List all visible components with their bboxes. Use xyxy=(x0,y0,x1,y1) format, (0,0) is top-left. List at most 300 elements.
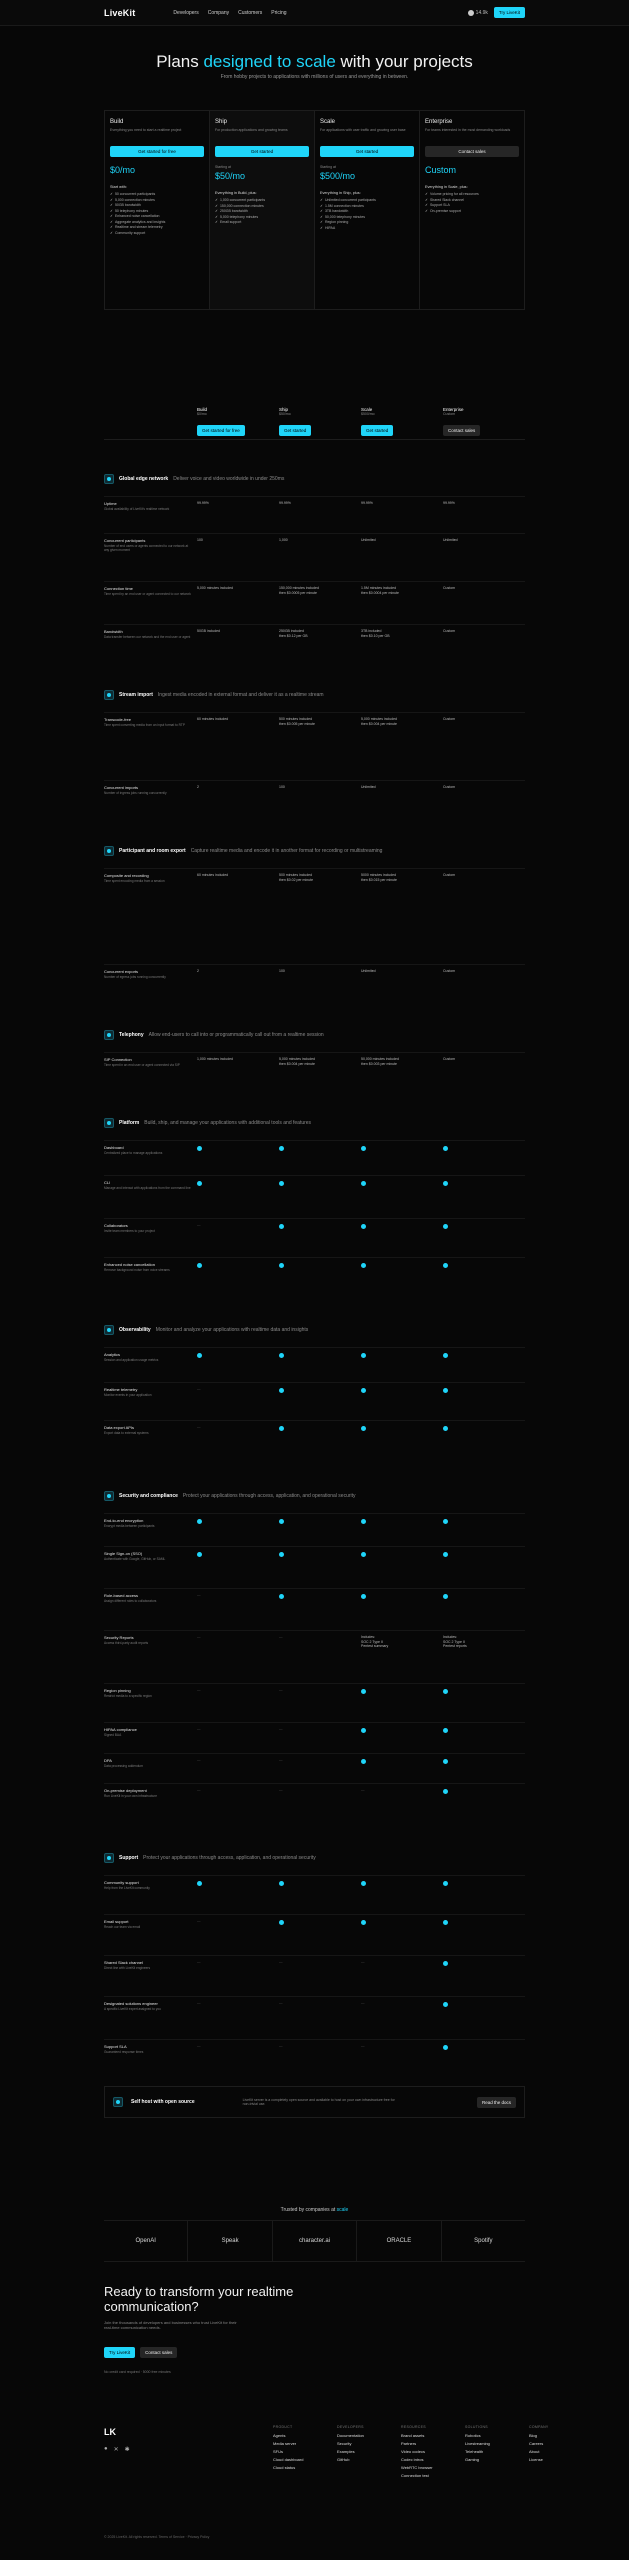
not-included-text: — xyxy=(279,1635,283,1639)
check-icon: ✓ xyxy=(110,203,113,207)
included-icon xyxy=(443,1353,448,1358)
plan-feature xyxy=(110,192,204,197)
row-cell xyxy=(361,1421,443,1460)
not-included-text: — xyxy=(197,1727,201,1731)
section-icon xyxy=(104,1853,114,1863)
plan-button[interactable]: Get started for free xyxy=(110,146,204,157)
section-header-egress xyxy=(104,846,525,856)
footer-link[interactable]: GitHub xyxy=(337,2457,350,2462)
column-plan-price: $0/mo xyxy=(197,412,207,416)
plan-feature-label: HIPAA xyxy=(324,225,336,230)
section-title: Security and compliance xyxy=(119,1493,178,1499)
section-desc: Deliver voice and video worldwide in under 250ms xyxy=(173,476,285,482)
row-label: DPA xyxy=(104,1758,112,1763)
footer-link[interactable]: Agents xyxy=(273,2433,286,2438)
check-icon: ✓ xyxy=(110,208,113,213)
plan-feature-label: Community support xyxy=(114,230,146,235)
included-icon xyxy=(443,1181,448,1186)
cell-value: 5,000 minutes included then $0.004 per minute xyxy=(279,1057,315,1066)
section-header-telephony xyxy=(104,1030,525,1040)
cell-value: Custom xyxy=(443,785,456,789)
section-icon xyxy=(104,1030,114,1040)
plan-feature xyxy=(110,225,204,230)
row-cell xyxy=(361,625,443,674)
row-cell xyxy=(443,534,525,581)
table-row xyxy=(104,533,525,581)
plan-feature xyxy=(320,215,414,220)
section-title: Participant and room export xyxy=(119,848,186,854)
plan-feature-label: Support SLA xyxy=(429,203,450,207)
title-part-a: Plans xyxy=(156,52,204,71)
plan-feature-label: 1.5M connection minutes xyxy=(324,203,364,208)
x-icon[interactable]: ✕ xyxy=(113,2447,119,2453)
row-cell xyxy=(361,1176,443,1218)
plan-feature-label: Realtime and stream telemetry xyxy=(114,225,163,229)
plan-desc: Everything you need to start a realtime project xyxy=(110,128,182,132)
column-plan-button[interactable]: Get started xyxy=(361,425,393,436)
row-desc: Export data to external systems xyxy=(104,1431,149,1435)
row-cell xyxy=(361,1723,443,1753)
check-icon: ✓ xyxy=(215,203,218,208)
footer-column-solutions xyxy=(465,2425,507,2481)
included-icon xyxy=(443,1594,448,1599)
not-included-text: — xyxy=(197,1223,201,1227)
table-row xyxy=(104,1257,525,1302)
row-desc: Time spent converting media from an input format to RTP xyxy=(104,723,185,727)
plan-price: $0/mo xyxy=(110,165,136,175)
table-row xyxy=(104,1630,525,1683)
row-cell xyxy=(361,1684,443,1722)
included-icon xyxy=(443,1881,448,1886)
footer-column-heading: RESOURCES xyxy=(401,2425,426,2429)
row-header xyxy=(104,1754,197,1783)
footer-link[interactable]: Connection test xyxy=(401,2473,429,2478)
row-header xyxy=(104,1348,197,1382)
row-label: Designated solutions engineer xyxy=(104,2001,158,2006)
logo-spotify: Spotify xyxy=(474,2238,493,2244)
row-cell xyxy=(443,1784,525,1823)
plan-feature xyxy=(110,231,204,236)
read-docs-button[interactable]: Read the docs xyxy=(477,2097,516,2108)
table-row xyxy=(104,1420,525,1460)
plan-price: $500/mo xyxy=(320,171,356,181)
plan-feature xyxy=(425,192,519,197)
plan-features-heading: Start with: xyxy=(110,185,127,189)
check-icon: ✓ xyxy=(215,214,218,219)
row-cell xyxy=(361,582,443,624)
check-icon: ✓ xyxy=(215,198,218,202)
plan-feature-label: Email support xyxy=(219,220,242,224)
row-header xyxy=(104,1631,197,1683)
row-label: Community support xyxy=(104,1880,139,1885)
footer-column-heading: SOLUTIONS xyxy=(465,2425,488,2429)
row-cell xyxy=(443,1631,525,1683)
included-icon xyxy=(443,1146,448,1151)
row-header xyxy=(104,1176,197,1218)
not-included-text: — xyxy=(197,2001,201,2005)
footer-link[interactable]: SFUs xyxy=(273,2449,283,2454)
cell-value: Custom xyxy=(443,586,456,590)
plan-card-scale xyxy=(315,111,420,309)
cell-value: Includes: SOC 2 Type II Pentest summary xyxy=(361,1635,389,1648)
plan-feature-label: 250GB bandwidth xyxy=(219,209,248,213)
row-header xyxy=(104,1258,197,1302)
footer-link[interactable]: Blog xyxy=(529,2433,538,2438)
cell-value: Custom xyxy=(443,717,456,721)
row-cell xyxy=(197,1053,279,1092)
row-cell xyxy=(197,1684,279,1722)
row-desc: Number of egress jobs running concurrently xyxy=(104,975,166,979)
plan-desc: For production applications and growing teams xyxy=(215,128,288,132)
row-cell xyxy=(443,1514,525,1546)
plan-feature xyxy=(215,209,309,214)
plan-feature xyxy=(320,226,414,231)
footer-link[interactable]: Cloud dashboard xyxy=(273,2457,304,2462)
included-icon xyxy=(361,1552,366,1557)
row-cell xyxy=(361,869,443,964)
check-icon: ✓ xyxy=(425,197,428,202)
row-cell xyxy=(279,1876,361,1914)
row-cell xyxy=(361,2040,443,2079)
row-cell xyxy=(361,781,443,830)
row-label: Role-based access xyxy=(104,1593,139,1598)
check-icon: ✓ xyxy=(215,220,218,224)
plan-button[interactable]: Get started xyxy=(215,146,309,157)
cell-value: 1,000 minutes included xyxy=(197,1057,233,1061)
row-cell xyxy=(443,1684,525,1722)
plan-feature-label: 50 telephony minutes xyxy=(114,208,149,213)
not-included-text: — xyxy=(197,1758,201,1762)
not-included-text: — xyxy=(197,1635,201,1639)
row-cell xyxy=(279,1631,361,1683)
cell-value: Unlimited xyxy=(361,538,376,542)
github-stars-link[interactable] xyxy=(468,10,488,16)
row-label: Composite and recording xyxy=(104,873,149,878)
section-header-support xyxy=(104,1853,525,1863)
section-header-observability xyxy=(104,1325,525,1335)
plan-price: $50/mo xyxy=(215,171,246,181)
row-cell xyxy=(197,1754,279,1783)
row-desc: Invite team members to your project xyxy=(104,1229,155,1233)
table-row xyxy=(104,964,525,1014)
column-plan-name: Build xyxy=(197,407,208,412)
not-included-text: — xyxy=(279,1788,283,1792)
row-header xyxy=(104,965,197,1014)
included-icon xyxy=(443,1388,448,1393)
plan-desc: For teams interested in the most demanding workloads xyxy=(425,128,511,132)
row-cell xyxy=(197,1514,279,1546)
row-cell xyxy=(197,1176,279,1218)
row-cell xyxy=(279,1383,361,1420)
row-cell xyxy=(197,781,279,830)
row-cell xyxy=(279,1348,361,1382)
title-accent: designed to scale xyxy=(203,52,336,71)
row-cell xyxy=(279,1421,361,1460)
row-cell xyxy=(443,2040,525,2079)
cell-value: 150,000 minutes included then $0.0005 per minute xyxy=(279,586,319,595)
included-icon xyxy=(279,1519,284,1524)
footer-link[interactable]: Robotics xyxy=(465,2433,481,2438)
footer-column-company xyxy=(529,2425,571,2481)
cell-value: 99.99% xyxy=(361,501,373,505)
cell-value: 50GB included xyxy=(197,629,220,633)
customer-logos xyxy=(104,2220,525,2262)
table-row xyxy=(104,1875,525,1914)
row-label: Analytics xyxy=(104,1352,121,1357)
cell-value: Custom xyxy=(443,873,456,877)
row-cell xyxy=(197,582,279,624)
row-cell xyxy=(279,1997,361,2039)
footer-link[interactable]: Gaming xyxy=(465,2457,480,2462)
row-label: Connection time xyxy=(104,586,133,591)
row-desc: Guaranteed response times xyxy=(104,2050,144,2054)
included-icon xyxy=(197,1353,202,1358)
row-cell xyxy=(279,713,361,780)
row-header xyxy=(104,1421,197,1460)
plan-feature-label: 1,000 concurrent participants xyxy=(219,198,266,202)
section-title: Telephony xyxy=(119,1032,144,1038)
row-desc: Number of end users or agents connected to our network at any given moment xyxy=(104,544,189,552)
plan-card-enterprise xyxy=(420,111,524,309)
row-header xyxy=(104,1876,197,1914)
included-icon xyxy=(361,1263,366,1268)
row-desc: Session and application usage metrics xyxy=(104,1358,159,1362)
row-desc: Number of ingress jobs running concurrently xyxy=(104,791,167,795)
row-label: Region pinning xyxy=(104,1688,131,1693)
cta-note: No credit card required · 5000 free minutes xyxy=(104,2370,171,2374)
row-cell xyxy=(197,869,279,964)
section-icon xyxy=(104,474,114,484)
plan-button[interactable]: Get started xyxy=(320,146,414,157)
logo-character-ai: character.ai xyxy=(273,2221,357,2261)
section-header-edge xyxy=(104,474,525,484)
row-cell xyxy=(443,713,525,780)
plan-button[interactable]: Contact sales xyxy=(425,146,519,157)
plan-feature-label: 150,000 connection minutes xyxy=(219,203,264,208)
check-icon: ✓ xyxy=(320,209,323,213)
footer-link[interactable]: License xyxy=(529,2457,543,2462)
row-desc: Direct line with LiveKit engineers xyxy=(104,1966,151,1970)
row-desc: Data transfer between our network and the end user or agent xyxy=(104,635,191,639)
row-label: Enhanced noise cancellation xyxy=(104,1262,155,1267)
cta-contact-button[interactable]: Contact sales xyxy=(140,2347,177,2358)
footer-column-resources xyxy=(401,2425,443,2481)
check-icon: ✓ xyxy=(110,230,113,235)
footer-link[interactable]: Brand assets xyxy=(401,2433,425,2438)
column-plan-button[interactable]: Get started for free xyxy=(197,425,245,436)
row-cell xyxy=(279,1723,361,1753)
included-icon xyxy=(443,1689,448,1694)
cell-value: 60 minutes included xyxy=(197,717,229,721)
cell-value: Includes: SOC 2 Type II Pentest reports xyxy=(443,1635,467,1648)
row-cell xyxy=(197,1421,279,1460)
cell-value: 2 xyxy=(197,785,199,789)
nav-link-pricing[interactable]: Pricing xyxy=(271,9,287,16)
cell-value: 60 minutes included xyxy=(197,873,229,877)
not-included-text: — xyxy=(197,1425,201,1429)
table-row xyxy=(104,780,525,830)
footer-link[interactable]: Livestreaming xyxy=(465,2441,490,2446)
footer-link[interactable]: Examples xyxy=(337,2449,355,2454)
row-cell xyxy=(279,1219,361,1257)
row-cell xyxy=(443,582,525,624)
cell-value: 5,000 minutes included xyxy=(197,586,233,590)
row-desc: Encrypt media between participants xyxy=(104,1524,155,1528)
try-livekit-button[interactable]: Try LiveKit xyxy=(494,7,525,18)
cell-value: 100 xyxy=(279,969,285,973)
row-desc: Remove background noise from voice streams xyxy=(104,1268,170,1272)
footer-logo[interactable]: LK xyxy=(104,2427,116,2437)
section-title: Platform xyxy=(119,1120,140,1126)
row-header xyxy=(104,1219,197,1257)
not-included-text: — xyxy=(279,1758,283,1762)
check-icon: ✓ xyxy=(110,197,113,202)
row-header xyxy=(104,625,197,674)
cell-value: 1,000 xyxy=(279,538,288,542)
not-included-text: — xyxy=(197,1919,201,1923)
not-included-text: — xyxy=(197,1960,201,1964)
check-icon: ✓ xyxy=(215,209,218,213)
row-header xyxy=(104,1723,197,1753)
logo[interactable]: LiveKit xyxy=(104,7,136,18)
row-cell xyxy=(361,1383,443,1420)
plan-feature-label: Enhanced noise cancellation xyxy=(114,214,160,218)
check-icon: ✓ xyxy=(320,225,323,230)
footer-link[interactable]: Media server xyxy=(273,2441,297,2446)
row-cell xyxy=(279,1547,361,1588)
check-icon: ✓ xyxy=(425,208,428,213)
not-included-text: — xyxy=(279,2044,283,2048)
not-included-text: — xyxy=(279,1960,283,1964)
table-row xyxy=(104,1722,525,1753)
row-label: End-to-end encryption xyxy=(104,1518,144,1523)
table-row xyxy=(104,496,525,533)
footer-link[interactable]: Codec intros xyxy=(401,2457,424,2462)
row-cell xyxy=(279,1514,361,1546)
included-icon xyxy=(361,1426,366,1431)
github-count: 14.9k xyxy=(475,9,488,16)
footer-column-heading: PRODUCT xyxy=(273,2425,293,2429)
comparison-table-header xyxy=(104,404,525,440)
footer-link[interactable]: About xyxy=(529,2449,540,2454)
footer-link[interactable]: Telehealth xyxy=(465,2449,484,2454)
self-host-banner xyxy=(104,2086,525,2118)
footer-link[interactable]: Careers xyxy=(529,2441,544,2446)
table-header-build xyxy=(197,404,279,439)
not-included-text: — xyxy=(361,1960,365,1964)
included-icon xyxy=(279,1920,284,1925)
slack-icon[interactable]: ✱ xyxy=(124,2447,130,2453)
check-icon: ✓ xyxy=(425,203,428,207)
cell-value: 5000 minutes included then $0.015 per minute xyxy=(361,873,397,882)
row-cell xyxy=(279,625,361,674)
plan-feature-label: Region pinning xyxy=(324,220,349,224)
included-icon xyxy=(279,1181,284,1186)
row-cell xyxy=(279,497,361,533)
section-title: Global edge network xyxy=(119,476,169,482)
footer-link[interactable]: Partners xyxy=(401,2441,417,2446)
section-header-ingress xyxy=(104,690,525,700)
check-icon: ✓ xyxy=(110,214,113,218)
column-plan-button[interactable]: Get started xyxy=(279,425,311,436)
section-desc: Protect your applications through access, application, and operational security xyxy=(182,1493,356,1499)
footer-link[interactable]: Video codecs xyxy=(401,2449,425,2454)
row-label: SIP Connection xyxy=(104,1057,132,1062)
check-icon: ✓ xyxy=(320,203,323,208)
row-label: CLI xyxy=(104,1180,111,1185)
nav-link-developers[interactable]: Developers xyxy=(173,9,199,16)
row-cell xyxy=(279,965,361,1014)
plan-feature-label: 50,000 telephony minutes xyxy=(324,214,366,219)
table-row xyxy=(104,581,525,624)
row-cell xyxy=(279,869,361,964)
plan-feature xyxy=(215,220,309,225)
row-cell xyxy=(279,1915,361,1955)
github-icon[interactable]: ● xyxy=(104,2446,108,2452)
not-included-text: — xyxy=(197,1788,201,1792)
plan-starting-label: Starting at xyxy=(320,165,336,169)
row-desc: Restrict media to a specific region xyxy=(104,1694,152,1698)
row-cell xyxy=(197,1723,279,1753)
row-cell xyxy=(279,1784,361,1823)
footer-column-product xyxy=(273,2425,315,2481)
plan-feature-label: On-premise support xyxy=(429,208,461,213)
row-cell xyxy=(443,1348,525,1382)
footer-social xyxy=(104,2446,130,2453)
row-desc: Assign different roles to collaborators xyxy=(104,1599,157,1603)
footer-link[interactable]: WebRTC browser xyxy=(401,2465,433,2470)
footer-link[interactable]: Cloud status xyxy=(273,2465,296,2470)
row-header xyxy=(104,1547,197,1588)
nav-link-company[interactable]: Company xyxy=(207,9,230,16)
table-row xyxy=(104,1683,525,1722)
included-icon xyxy=(197,1146,202,1151)
cta-try-button[interactable]: Try LiveKit xyxy=(104,2347,135,2358)
plan-name: Enterprise xyxy=(425,119,453,125)
row-cell xyxy=(361,497,443,533)
row-cell xyxy=(443,1589,525,1630)
row-header xyxy=(104,781,197,830)
not-included-text: — xyxy=(279,1688,283,1692)
included-icon xyxy=(361,1146,366,1151)
check-icon: ✓ xyxy=(110,219,113,224)
section-icon xyxy=(104,1118,114,1128)
row-cell xyxy=(197,1219,279,1257)
footer-link[interactable]: Documentation xyxy=(337,2433,364,2438)
included-icon xyxy=(361,1594,366,1599)
row-header xyxy=(104,1383,197,1420)
section-desc: Capture realtime media and encode it in another format for recording or multistreaming xyxy=(190,848,383,854)
plan-feature xyxy=(110,203,204,208)
plan-feature xyxy=(215,215,309,220)
row-header xyxy=(104,1053,197,1092)
nav-link-customers[interactable]: Customers xyxy=(238,9,263,16)
row-cell xyxy=(197,965,279,1014)
not-included-text: — xyxy=(197,1688,201,1692)
included-icon xyxy=(197,1519,202,1524)
cell-value: 100 xyxy=(279,785,285,789)
page-subtitle: From hobby projects to applications with millions of users and everything in between. xyxy=(220,74,409,80)
section-icon xyxy=(104,846,114,856)
row-cell xyxy=(197,1258,279,1302)
included-icon xyxy=(279,1881,284,1886)
table-row xyxy=(104,1218,525,1257)
footer-link[interactable]: Security xyxy=(337,2441,352,2446)
trusted-by-heading xyxy=(0,2207,629,2213)
row-desc: Monitor events in your application xyxy=(104,1393,152,1397)
table-row xyxy=(104,2039,525,2079)
column-plan-button[interactable]: Contact sales xyxy=(443,425,480,436)
